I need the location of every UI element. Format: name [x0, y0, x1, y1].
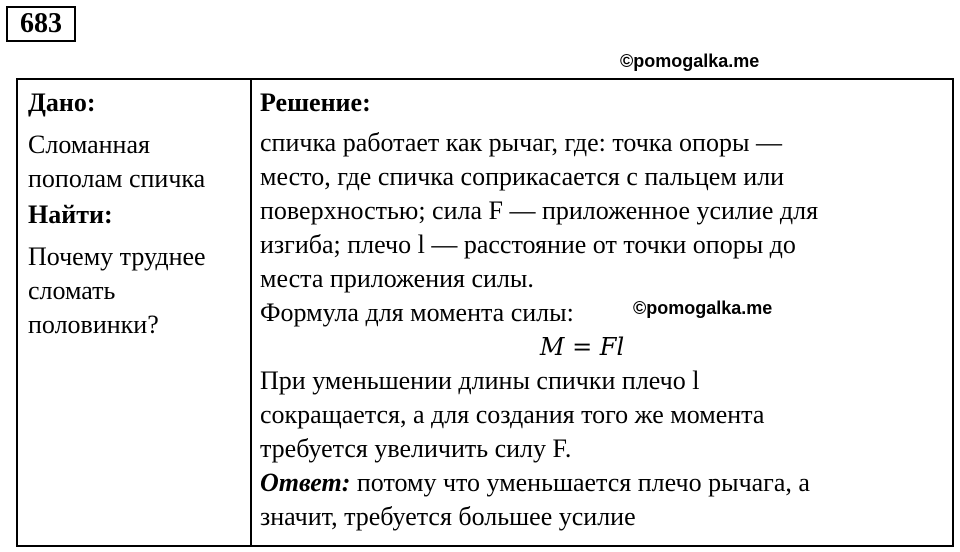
- solution-line: изгиба; плечо l — расстояние от точки опоры до: [260, 230, 796, 259]
- given-text: [28, 128, 240, 196]
- solution-text: [260, 126, 944, 534]
- find-line: Почему труднее: [28, 242, 206, 271]
- solution-column: [251, 79, 953, 546]
- answer-label: Ответ:: [260, 468, 351, 497]
- solution-line: Формула для момента силы:: [260, 298, 574, 327]
- solution-line: требуется увеличить силу F.: [260, 434, 572, 463]
- find-line: половинки?: [28, 310, 159, 339]
- watermark-mid: ©pomogalka.me: [633, 298, 773, 318]
- given-line: пополам спичка: [28, 164, 206, 193]
- solution-line: место, где спичка соприкасается с пальцем или: [260, 162, 785, 191]
- solution-line: места приложения силы.: [260, 264, 534, 293]
- answer-line: [260, 466, 944, 500]
- task-number: 683: [6, 6, 76, 42]
- find-line: сломать: [28, 276, 116, 305]
- solution-table: [16, 78, 954, 547]
- answer-text: потому что уменьшается плечо рычага, а: [350, 468, 810, 497]
- solution-line: поверхностью; сила F — приложенное усилие для: [260, 196, 819, 225]
- answer-line-2: значит, требуется большее усилие: [260, 502, 636, 531]
- moment-formula: M = Fl: [539, 333, 625, 361]
- find-heading: Найти:: [28, 200, 113, 229]
- watermark-top: ©pomogalka.me: [620, 51, 760, 71]
- solution-line: сокращается, а для создания того же момента: [260, 400, 765, 429]
- find-text: [28, 240, 240, 342]
- solution-heading: Решение:: [260, 88, 371, 117]
- solution-line: При уменьшении длины спички плечо l: [260, 366, 700, 395]
- given-line: Сломанная: [28, 130, 150, 159]
- given-column: [17, 79, 251, 546]
- given-heading: Дано:: [28, 88, 96, 117]
- solution-line: спичка работает как рычаг, где: точка опоры —: [260, 128, 782, 157]
